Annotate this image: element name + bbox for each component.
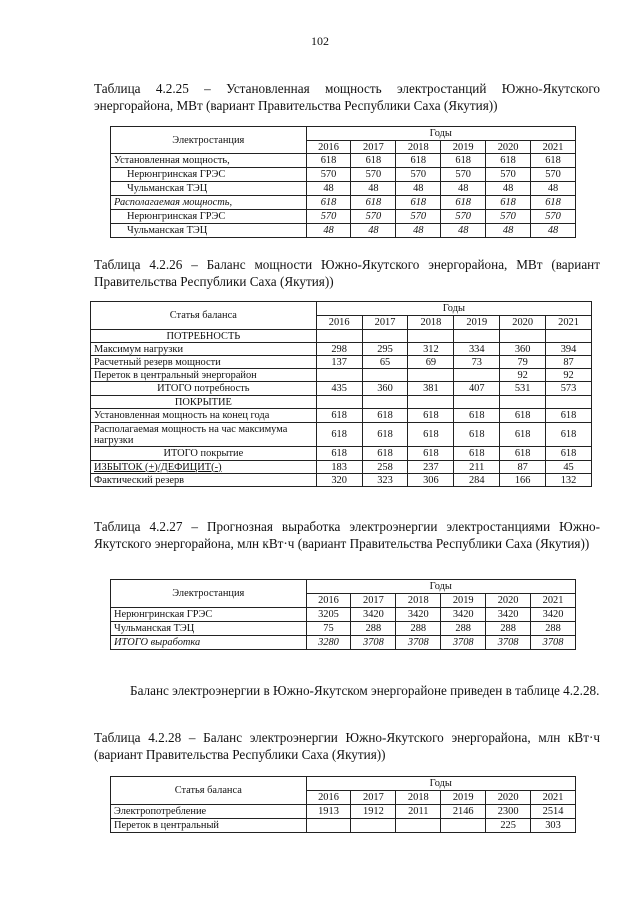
table-row <box>111 224 576 238</box>
value-cell: 1912 <box>351 805 396 819</box>
value-cell: 3420 <box>351 608 396 622</box>
row-label: Чульманская ТЭЦ <box>111 224 307 238</box>
value-cell <box>408 330 454 343</box>
table-header-station: Электростанция <box>111 580 307 608</box>
value-cell: 334 <box>454 343 500 356</box>
table-header-years: Годы <box>306 580 575 594</box>
value-cell: 48 <box>486 224 531 238</box>
value-cell: 618 <box>546 447 592 461</box>
value-cell: 211 <box>454 461 500 474</box>
table-4-2-28 <box>110 776 576 833</box>
year-cell: 2018 <box>396 791 441 805</box>
value-cell <box>351 819 396 833</box>
value-cell: 306 <box>408 474 454 487</box>
value-cell: 618 <box>306 196 351 210</box>
value-cell: 2300 <box>486 805 531 819</box>
value-cell <box>408 396 454 409</box>
value-cell: 570 <box>396 210 441 224</box>
value-cell: 618 <box>531 196 576 210</box>
value-cell: 288 <box>531 622 576 636</box>
value-cell: 65 <box>362 356 408 369</box>
value-cell: 2146 <box>441 805 486 819</box>
value-cell: 48 <box>531 224 576 238</box>
year-cell: 2016 <box>316 316 362 330</box>
value-cell: 618 <box>316 409 362 423</box>
value-cell: 48 <box>396 182 441 196</box>
value-cell: 618 <box>486 154 531 168</box>
row-label: Нерюнгринская ГРЭС <box>111 608 307 622</box>
table-row <box>91 409 592 423</box>
value-cell: 303 <box>531 819 576 833</box>
value-cell: 360 <box>362 382 408 396</box>
value-cell: 87 <box>500 461 546 474</box>
value-cell: 570 <box>351 210 396 224</box>
value-cell: 2011 <box>396 805 441 819</box>
value-cell: 570 <box>486 168 531 182</box>
value-cell: 48 <box>396 224 441 238</box>
value-cell: 312 <box>408 343 454 356</box>
value-cell: 618 <box>546 423 592 447</box>
value-cell: 320 <box>316 474 362 487</box>
row-label: ПОКРЫТИЕ <box>91 396 317 409</box>
value-cell: 570 <box>531 168 576 182</box>
year-cell: 2021 <box>531 141 576 154</box>
value-cell: 570 <box>441 210 486 224</box>
value-cell <box>546 330 592 343</box>
value-cell: 48 <box>351 224 396 238</box>
value-cell: 48 <box>306 182 351 196</box>
value-cell: 618 <box>500 409 546 423</box>
value-cell: 618 <box>351 154 396 168</box>
value-cell: 288 <box>486 622 531 636</box>
year-cell: 2020 <box>486 141 531 154</box>
value-cell: 570 <box>306 210 351 224</box>
value-cell: 407 <box>454 382 500 396</box>
value-cell: 225 <box>486 819 531 833</box>
value-cell: 570 <box>486 210 531 224</box>
value-cell: 48 <box>351 182 396 196</box>
table-row <box>111 622 576 636</box>
value-cell: 3708 <box>441 636 486 650</box>
row-label: ИТОГО потребность <box>91 382 317 396</box>
row-label: Располагаемая мощность, <box>111 196 307 210</box>
value-cell: 3280 <box>306 636 351 650</box>
row-label: Максимум нагрузки <box>91 343 317 356</box>
table-row <box>91 330 592 343</box>
year-cell: 2017 <box>351 791 396 805</box>
value-cell: 3420 <box>531 608 576 622</box>
row-label: Переток в центральный энергорайон <box>91 369 317 382</box>
row-label: Установленная мощность на конец года <box>91 409 317 423</box>
value-cell: 132 <box>546 474 592 487</box>
value-cell: 87 <box>546 356 592 369</box>
table-row <box>111 182 576 196</box>
value-cell: 166 <box>500 474 546 487</box>
table-row <box>91 396 592 409</box>
value-cell: 284 <box>454 474 500 487</box>
value-cell <box>454 396 500 409</box>
value-cell: 48 <box>306 224 351 238</box>
table-4-2-25 <box>110 126 576 238</box>
value-cell: 45 <box>546 461 592 474</box>
value-cell: 258 <box>362 461 408 474</box>
value-cell: 3708 <box>396 636 441 650</box>
row-label: Нерюнгринская ГРЭС <box>111 168 307 182</box>
table-row <box>111 608 576 622</box>
year-cell: 2018 <box>396 594 441 608</box>
row-label: ИЗБЫТОК (+)/ДЕФИЦИТ(-) <box>91 461 317 474</box>
value-cell: 3708 <box>531 636 576 650</box>
value-cell: 360 <box>500 343 546 356</box>
value-cell: 288 <box>396 622 441 636</box>
value-cell: 435 <box>316 382 362 396</box>
page-number: 102 <box>311 34 329 48</box>
value-cell: 618 <box>362 447 408 461</box>
row-label: Переток в центральный <box>111 819 307 833</box>
value-cell <box>408 369 454 382</box>
table-row <box>111 210 576 224</box>
value-cell: 531 <box>500 382 546 396</box>
value-cell: 92 <box>500 369 546 382</box>
year-cell: 2020 <box>500 316 546 330</box>
year-cell: 2019 <box>454 316 500 330</box>
table-row <box>91 382 592 396</box>
table-header-balance-item: Статья баланса <box>91 302 317 330</box>
table-4-2-26 <box>90 301 592 487</box>
value-cell: 288 <box>441 622 486 636</box>
table-row <box>91 369 592 382</box>
value-cell: 618 <box>500 447 546 461</box>
row-label: Чульманская ТЭЦ <box>111 182 307 196</box>
value-cell: 237 <box>408 461 454 474</box>
table-header-years: Годы <box>306 777 575 791</box>
table-row <box>91 474 592 487</box>
value-cell: 618 <box>306 154 351 168</box>
row-label: Располагаемая мощность на час максимума нагрузки <box>91 423 317 447</box>
table-row <box>91 343 592 356</box>
value-cell: 570 <box>531 210 576 224</box>
value-cell: 1913 <box>306 805 351 819</box>
table-row <box>111 819 576 833</box>
value-cell: 137 <box>316 356 362 369</box>
value-cell: 618 <box>351 196 396 210</box>
table-header-station: Электростанция <box>111 127 307 154</box>
table-4-2-26-caption: Таблица 4.2.26 – Баланс мощности Южно-Якутского энергорайона, МВт (вариант Правительства Республики Саха (Якутия)) <box>94 257 600 289</box>
year-cell: 2017 <box>351 594 396 608</box>
value-cell: 618 <box>454 423 500 447</box>
year-cell: 2020 <box>486 791 531 805</box>
value-cell: 75 <box>306 622 351 636</box>
value-cell: 618 <box>362 423 408 447</box>
year-cell: 2016 <box>306 594 351 608</box>
table-row <box>91 423 592 447</box>
value-cell: 48 <box>531 182 576 196</box>
year-cell: 2021 <box>531 594 576 608</box>
value-cell: 3420 <box>486 608 531 622</box>
year-cell: 2021 <box>546 316 592 330</box>
year-cell: 2019 <box>441 141 486 154</box>
table-header-years: Годы <box>316 302 591 316</box>
year-cell: 2016 <box>306 791 351 805</box>
value-cell: 618 <box>441 196 486 210</box>
value-cell: 618 <box>500 423 546 447</box>
value-cell <box>454 330 500 343</box>
table-header-balance-item: Статья баланса <box>111 777 307 805</box>
value-cell <box>362 396 408 409</box>
value-cell: 92 <box>546 369 592 382</box>
value-cell: 573 <box>546 382 592 396</box>
value-cell: 381 <box>408 382 454 396</box>
value-cell: 79 <box>500 356 546 369</box>
value-cell <box>396 819 441 833</box>
table-row <box>111 636 576 650</box>
table-4-2-28-caption: Таблица 4.2.28 – Баланс электроэнергии Южно-Якутского энергорайона, млн кВт·ч (вариант Правительства Республики Саха (Якутия)) <box>94 730 600 762</box>
table-4-2-27 <box>110 579 576 650</box>
value-cell: 618 <box>396 154 441 168</box>
value-cell: 3420 <box>396 608 441 622</box>
value-cell: 2514 <box>531 805 576 819</box>
table-row <box>111 805 576 819</box>
table-header-years: Годы <box>306 127 575 141</box>
table-row <box>111 154 576 168</box>
row-label: ИТОГО покрытие <box>91 447 317 461</box>
value-cell: 323 <box>362 474 408 487</box>
value-cell: 73 <box>454 356 500 369</box>
value-cell: 618 <box>396 196 441 210</box>
value-cell <box>316 330 362 343</box>
value-cell: 570 <box>396 168 441 182</box>
value-cell: 618 <box>441 154 486 168</box>
value-cell: 288 <box>351 622 396 636</box>
value-cell <box>316 369 362 382</box>
value-cell: 618 <box>454 409 500 423</box>
table-row <box>111 196 576 210</box>
value-cell: 3708 <box>351 636 396 650</box>
value-cell: 618 <box>316 447 362 461</box>
value-cell: 618 <box>408 423 454 447</box>
table-4-2-25-caption: Таблица 4.2.25 – Установленная мощность электростанций Южно-Якутского энергорайона, МВт (вариант Правительства Республики Саха (Якутия)) <box>94 81 600 113</box>
value-cell: 570 <box>306 168 351 182</box>
value-cell <box>362 330 408 343</box>
value-cell: 69 <box>408 356 454 369</box>
value-cell: 295 <box>362 343 408 356</box>
value-cell <box>546 396 592 409</box>
value-cell: 618 <box>408 447 454 461</box>
year-cell: 2018 <box>396 141 441 154</box>
value-cell: 394 <box>546 343 592 356</box>
table-4-2-27-caption: Таблица 4.2.27 – Прогнозная выработка электроэнергии электростанциями Южно-Якутского энергорайона, млн кВт·ч (вариант Правительства Республики Саха (Якутия)) <box>94 519 600 551</box>
table-row <box>91 461 592 474</box>
row-label: Чульманская ТЭЦ <box>111 622 307 636</box>
year-cell: 2017 <box>351 141 396 154</box>
value-cell <box>454 369 500 382</box>
value-cell: 3205 <box>306 608 351 622</box>
row-label: Установленная мощность, <box>111 154 307 168</box>
value-cell: 3708 <box>486 636 531 650</box>
year-cell: 2019 <box>441 594 486 608</box>
value-cell: 618 <box>408 409 454 423</box>
value-cell: 570 <box>351 168 396 182</box>
row-label: Расчетный резерв мощности <box>91 356 317 369</box>
value-cell: 48 <box>441 224 486 238</box>
value-cell: 48 <box>441 182 486 196</box>
value-cell <box>500 396 546 409</box>
value-cell <box>362 369 408 382</box>
row-label: ИТОГО выработка <box>111 636 307 650</box>
value-cell: 618 <box>316 423 362 447</box>
value-cell: 618 <box>531 154 576 168</box>
row-label: ПОТРЕБНОСТЬ <box>91 330 317 343</box>
value-cell <box>306 819 351 833</box>
value-cell <box>500 330 546 343</box>
value-cell: 618 <box>486 196 531 210</box>
table-row <box>91 447 592 461</box>
value-cell: 298 <box>316 343 362 356</box>
value-cell: 618 <box>454 447 500 461</box>
year-cell: 2021 <box>531 791 576 805</box>
value-cell <box>316 396 362 409</box>
row-label: Нерюнгринская ГРЭС <box>111 210 307 224</box>
row-label: Фактический резерв <box>91 474 317 487</box>
year-cell: 2017 <box>362 316 408 330</box>
year-cell: 2016 <box>306 141 351 154</box>
value-cell: 618 <box>362 409 408 423</box>
value-cell: 3420 <box>441 608 486 622</box>
table-row <box>91 356 592 369</box>
value-cell: 618 <box>546 409 592 423</box>
table-row <box>111 168 576 182</box>
year-cell: 2020 <box>486 594 531 608</box>
year-cell: 2019 <box>441 791 486 805</box>
value-cell: 183 <box>316 461 362 474</box>
body-paragraph: Баланс электроэнергии в Южно-Якутском энергорайоне приведен в таблице 4.2.28. <box>130 683 600 698</box>
row-label: Электропотребление <box>111 805 307 819</box>
year-cell: 2018 <box>408 316 454 330</box>
value-cell: 48 <box>486 182 531 196</box>
value-cell: 570 <box>441 168 486 182</box>
value-cell <box>441 819 486 833</box>
